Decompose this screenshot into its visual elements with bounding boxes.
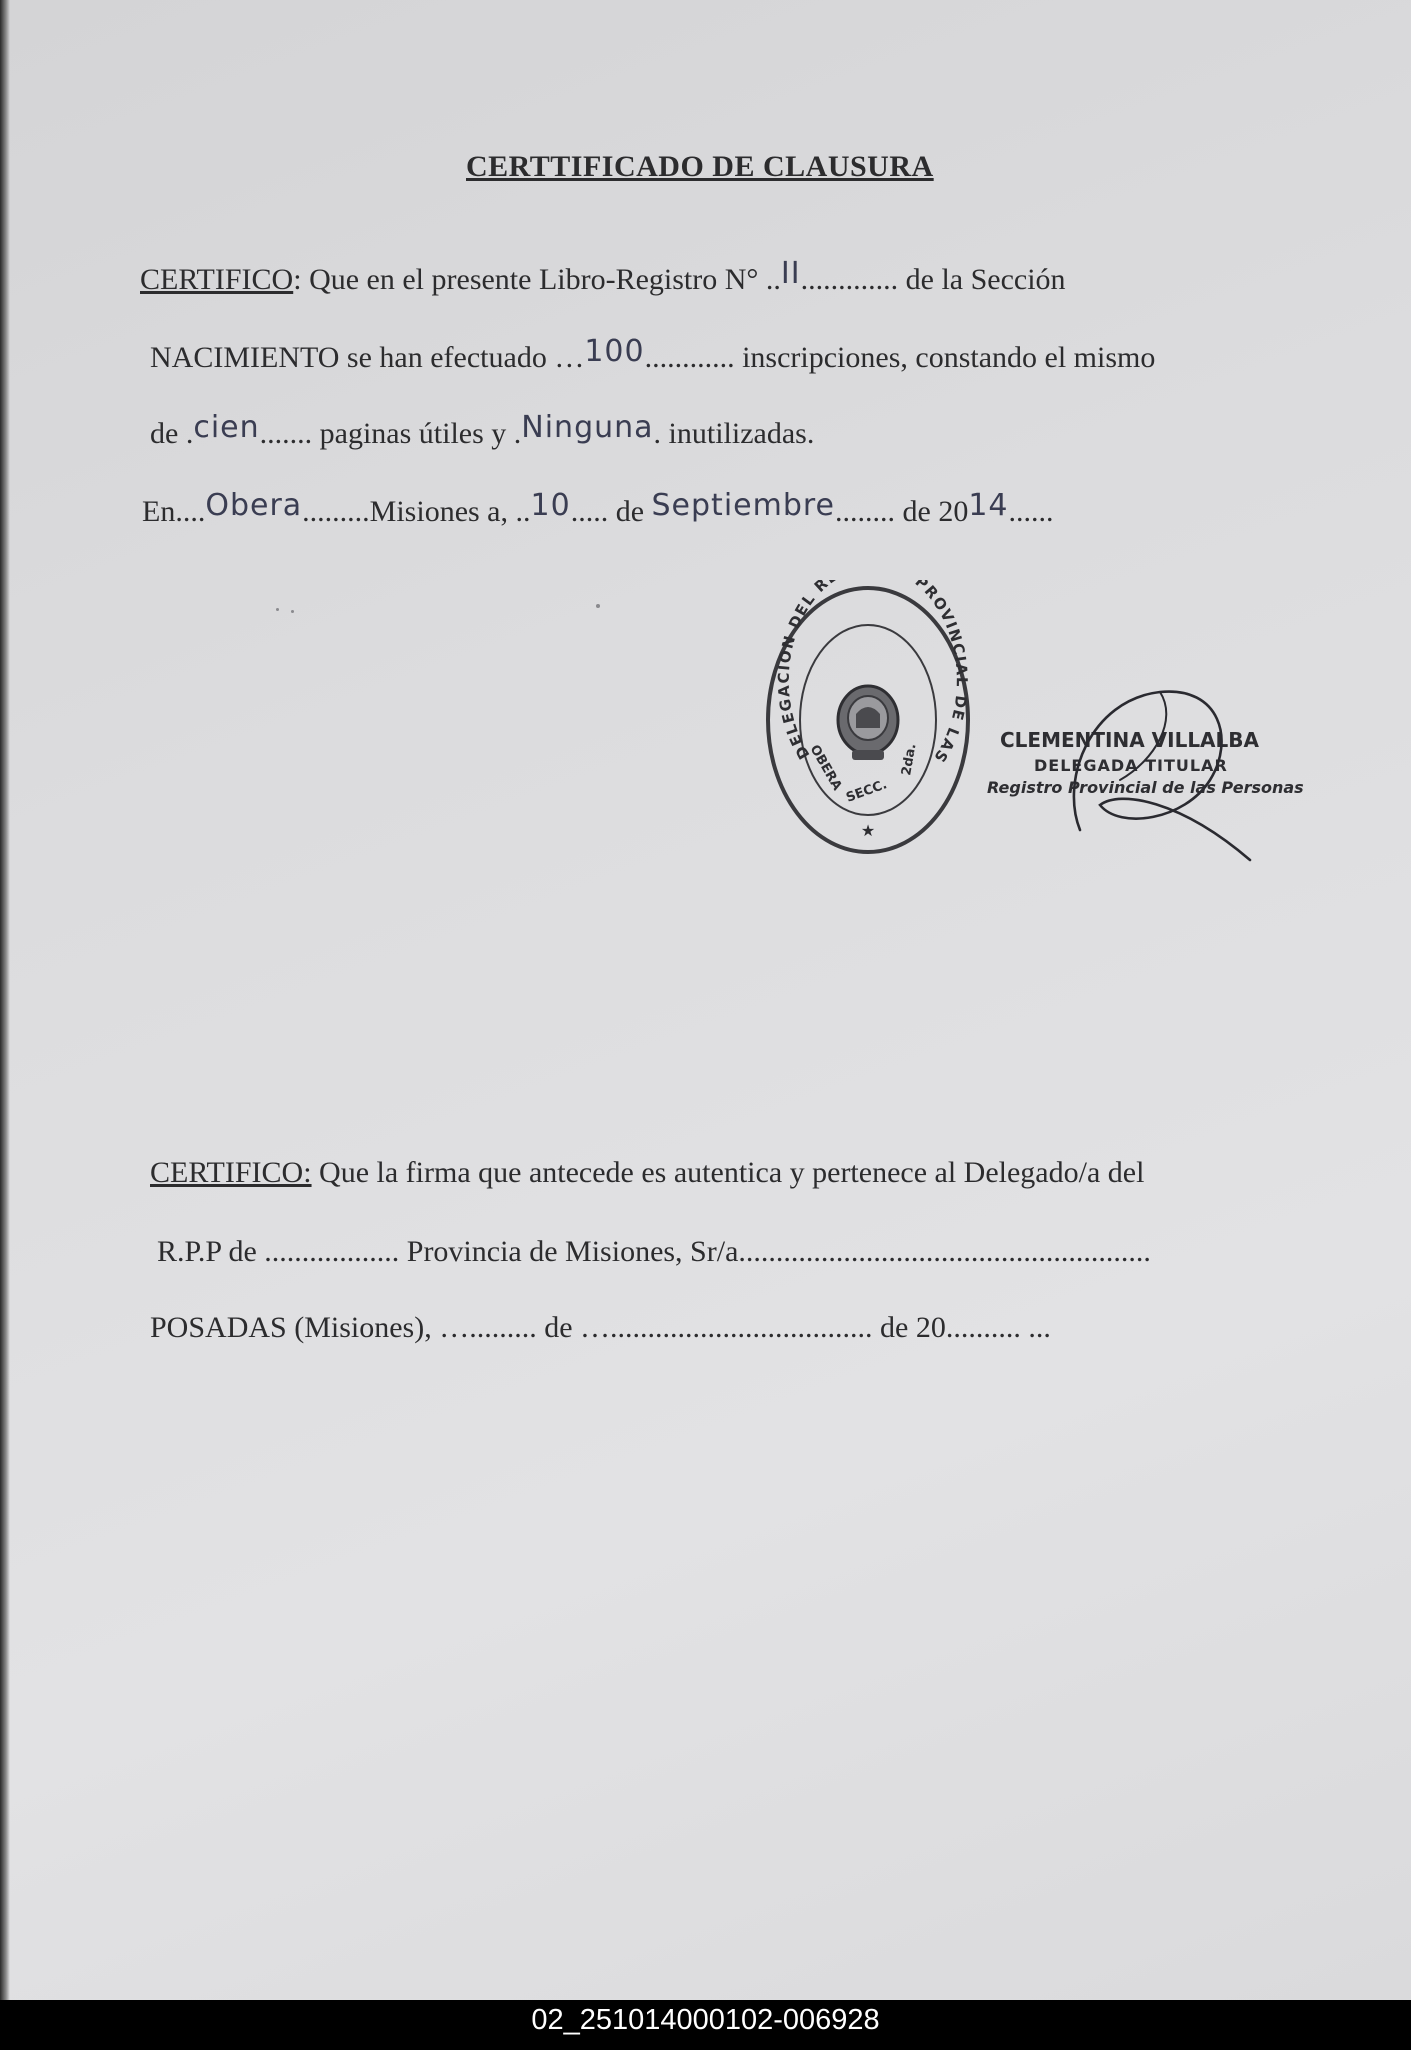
text: .........Misiones a, .. — [302, 495, 531, 528]
section1-line3 — [150, 410, 815, 454]
text: POSADAS (Misiones), …......... de …................................... de 20.......... ... — [150, 1311, 1051, 1344]
scan-speck — [276, 608, 279, 611]
text: ........ de 20 — [835, 495, 969, 528]
official-stamp — [760, 580, 976, 860]
text: Que la firma que antecede es autentica y pertenece al Delegado/a del — [311, 1156, 1145, 1189]
text: ....... paginas útiles y . — [259, 417, 522, 450]
handwritten-year: 14 — [968, 488, 1009, 523]
stamp-inner-bottom: SECC. — [844, 777, 890, 806]
text: ...... — [1008, 495, 1054, 528]
handwritten-inscriptions-count: 100 — [584, 334, 645, 369]
text: de . — [150, 417, 194, 450]
handwritten-day: 10 — [530, 488, 571, 523]
stamp-ring-text: DELEGACION DEL R PROVINCIAL DE LAS — [774, 580, 971, 767]
handwritten-unused-pages: Ninguna — [521, 410, 654, 445]
stamp-inner-right: 2da. — [899, 742, 920, 777]
scan-id: 02_251014000102-006928 — [531, 2004, 880, 2036]
scan-speck — [596, 604, 600, 608]
text: . inutilizadas. — [653, 417, 815, 450]
text: ............ inscripciones, constando el mismo — [644, 341, 1156, 374]
text: R.P.P de .................. Provincia de Misiones, Sr/a....................................................... — [157, 1235, 1151, 1268]
text: Que en el presente Libro-Registro N° .. — [301, 263, 781, 296]
text: En.... — [142, 495, 206, 528]
section2-line1 — [150, 1153, 1144, 1193]
handwritten-month: Septiembre — [651, 488, 836, 523]
text: ............. de la Sección — [800, 263, 1066, 296]
certificate-title: CERTTIFICADO DE CLAUSURA — [466, 150, 934, 183]
stamp-star-icon: ★ — [860, 821, 876, 840]
stamp-emblem-icon — [838, 686, 898, 760]
text: NACIMIENTO se han efectuado … — [150, 341, 585, 374]
text: ..... de — [570, 495, 652, 528]
handwritten-city: Obera — [205, 488, 303, 523]
stamp-seal-icon — [760, 580, 976, 860]
text: : — [293, 263, 302, 296]
signatory-office: Registro Provincial de las Personas — [987, 778, 1304, 797]
certifico-label: CERTIFICO: — [150, 1156, 312, 1189]
certifico-label: CERTIFICO — [140, 263, 294, 296]
signatory-name: CLEMENTINA VILLALBA — [1000, 728, 1260, 752]
signatory-role: DELEGADA TITULAR — [1034, 756, 1228, 775]
handwritten-useful-pages: cien — [193, 410, 260, 445]
page-left-edge-shadow — [0, 0, 10, 2000]
section1-line1 — [140, 256, 1066, 300]
section1-line4 — [142, 488, 1054, 532]
stamp-inner-left: OBERA — [806, 742, 845, 794]
handwritten-signature-icon — [1060, 680, 1280, 880]
section1-line2 — [150, 334, 1156, 378]
scan-speck — [291, 610, 294, 613]
handwritten-book-number: II — [780, 256, 801, 291]
section2-line2 — [157, 1232, 1151, 1272]
section2-line3 — [150, 1308, 1051, 1348]
